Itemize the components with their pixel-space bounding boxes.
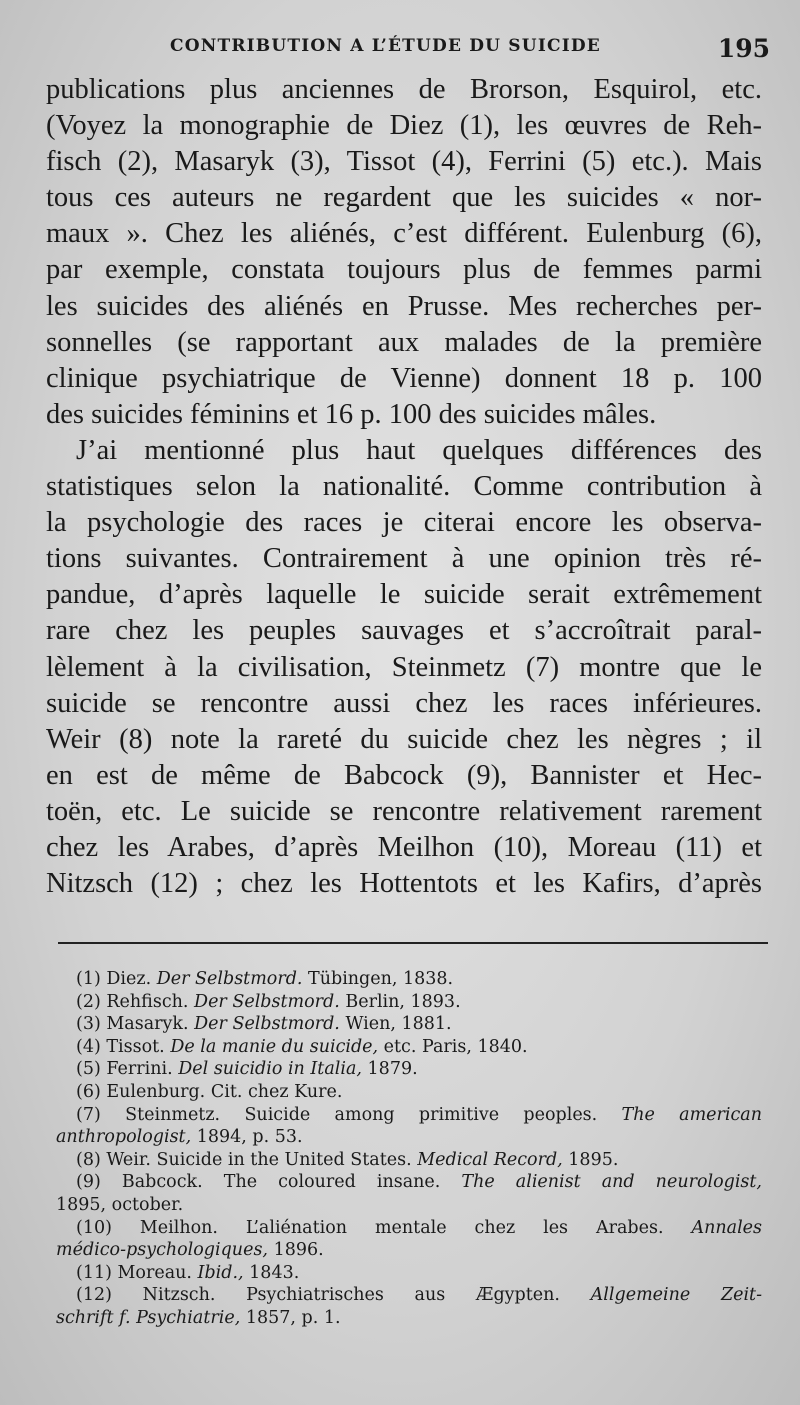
body-line: tous ces auteurs ne regardent que les suicides « nor- bbox=[46, 182, 762, 214]
body-line: pandue, d’après laquelle le suicide serait extrêmement bbox=[46, 579, 762, 611]
footnote-title: Ibid., bbox=[197, 1262, 244, 1283]
body-line: publications plus anciennes de Brorson, Esquirol, etc. bbox=[46, 74, 762, 105]
footnote-number: (1) bbox=[76, 969, 101, 989]
footnote-author: Babcock. bbox=[121, 1172, 203, 1193]
footnote-details: 1894, p. 53. bbox=[196, 1127, 303, 1148]
footnote-journal: anthropologist, bbox=[56, 1127, 192, 1148]
footnote-author: Meilhon. bbox=[139, 1217, 218, 1238]
body-line: (Voyez la monographie de Diez (1), les œuvres de Reh- bbox=[46, 110, 762, 142]
footnote-number: (2) bbox=[76, 991, 101, 1012]
footnote-details: 1896. bbox=[273, 1240, 324, 1261]
body-line: suicide se rencontre aussi chez les races inférieures. bbox=[46, 687, 762, 719]
page-number: 195 bbox=[717, 34, 770, 63]
footnote-number: (8) bbox=[76, 1149, 101, 1170]
footnote-journal: Allgemeine Zeit- bbox=[590, 1285, 762, 1306]
footnote-12-continued bbox=[56, 1307, 762, 1329]
footnote-number: (5) bbox=[76, 1059, 101, 1080]
footnote-details: L’aliénation mentale chez les Arabes. bbox=[245, 1217, 664, 1238]
footnote-details: Suicide among primitive peoples. bbox=[244, 1104, 598, 1125]
body-line: toën, etc. Le suicide se rencontre relativement rarement bbox=[46, 795, 762, 827]
footnote-journal: Medical Record, bbox=[417, 1149, 563, 1170]
body-line: en est de même de Babcock (9), Bannister et Hec- bbox=[46, 759, 762, 791]
body-line: tions suivantes. Contrairement à une opinion très ré- bbox=[46, 543, 762, 575]
footnote-author: Eulenburg. bbox=[106, 1081, 206, 1102]
footnote-details: 1895. bbox=[568, 1149, 619, 1170]
body-line: chez les Arabes, d’après Meilhon (10), Moreau (11) et bbox=[46, 831, 762, 863]
footnote-details: etc. Paris, 1840. bbox=[383, 1036, 528, 1057]
footnote-7 bbox=[56, 1104, 762, 1126]
footnote-number: (10) bbox=[76, 1217, 112, 1238]
footnote-journal: Annales bbox=[691, 1217, 762, 1238]
footnote-rule bbox=[58, 942, 768, 944]
footnote-7-continued bbox=[56, 1126, 762, 1148]
body-line: des suicides féminins et 16 p. 100 des suicides mâles. bbox=[46, 398, 657, 430]
footnote-details: 1857, p. 1. bbox=[245, 1307, 341, 1328]
body-line: J’ai mentionné plus haut quelques différences des bbox=[76, 434, 762, 466]
body-line: fisch (2), Masaryk (3), Tissot (4), Ferrini (5) etc.). Mais bbox=[46, 146, 762, 178]
footnote-number: (12) bbox=[76, 1285, 112, 1306]
footnote-title: Der Selbstmord. bbox=[194, 1014, 340, 1035]
footnote-number: (9) bbox=[76, 1172, 101, 1193]
footnote-title: Der Selbstmord. bbox=[156, 969, 303, 989]
footnote-number: (6) bbox=[76, 1081, 101, 1102]
footnote-number: (4) bbox=[76, 1036, 101, 1057]
footnote-title: Der Selbstmord. bbox=[194, 991, 340, 1012]
footnote-author: Steinmetz. bbox=[125, 1104, 221, 1125]
footnote-12 bbox=[56, 1284, 762, 1306]
footnote-9-continued bbox=[56, 1194, 762, 1216]
footnote-details: Suicide in the United States. bbox=[156, 1149, 412, 1170]
body-line: les suicides des aliénés en Prusse. Mes recherches per- bbox=[46, 290, 762, 322]
footnote-author: Rehfisch. bbox=[106, 991, 189, 1012]
footnote-details: Psychiatrisches aus bbox=[246, 1285, 446, 1306]
running-head bbox=[50, 34, 770, 70]
footnote-journal: The american bbox=[621, 1104, 762, 1125]
footnote-3 bbox=[56, 1013, 762, 1035]
footnote-1 bbox=[56, 968, 762, 990]
footnote-number: (11) bbox=[76, 1262, 112, 1283]
footnote-5 bbox=[56, 1058, 762, 1080]
footnote-details: Berlin, 1893. bbox=[345, 991, 461, 1012]
footnote-details: 1843. bbox=[249, 1262, 300, 1283]
footnote-journal: The alienist and neurologist, bbox=[461, 1172, 762, 1193]
footnote-9 bbox=[56, 1171, 762, 1193]
footnote-author: Moreau. bbox=[117, 1262, 192, 1283]
footnotes bbox=[56, 968, 762, 1330]
footnote-8 bbox=[56, 1149, 762, 1171]
footnote-author: Masaryk. bbox=[106, 1014, 189, 1035]
footnote-details: 1879. bbox=[367, 1059, 418, 1080]
footnote-details: Ægypten. bbox=[475, 1285, 560, 1306]
footnote-details: Cit. chez Kure. bbox=[210, 1081, 343, 1102]
footnote-4 bbox=[56, 1036, 762, 1058]
footnote-title: De la manie du suicide, bbox=[170, 1036, 379, 1057]
footnote-number: (7) bbox=[76, 1104, 101, 1125]
footnote-author: Weir. bbox=[106, 1149, 151, 1170]
body-line: maux ». Chez les aliénés, c’est différent. Eulenburg (6), bbox=[46, 218, 762, 250]
body-line: statistiques selon la nationalité. Comme contribution à bbox=[46, 471, 762, 503]
footnote-number: (3) bbox=[76, 1014, 101, 1035]
footnote-10 bbox=[56, 1217, 762, 1239]
footnote-10-continued bbox=[56, 1239, 762, 1261]
footnote-author: Ferrini. bbox=[106, 1059, 173, 1080]
running-title: CONTRIBUTION A L’ÉTUDE DU SUICIDE bbox=[170, 36, 601, 56]
footnote-2 bbox=[56, 991, 762, 1013]
body-line: Weir (8) note la rareté du suicide chez les nègres ; il bbox=[46, 723, 762, 755]
footnote-11 bbox=[56, 1262, 762, 1284]
footnote-author: Tissot. bbox=[106, 1036, 165, 1057]
body-line: par exemple, constata toujours plus de femmes parmi bbox=[46, 254, 762, 286]
footnote-author: Nitzsch. bbox=[142, 1285, 216, 1306]
footnote-title: Del suicidio in Italia, bbox=[178, 1059, 362, 1080]
footnote-details: Wien, 1881. bbox=[345, 1014, 452, 1035]
body-line: rare chez les peuples sauvages et s’accroîtrait paral- bbox=[46, 615, 762, 647]
body-line: clinique psychiatrique de Vienne) donnent 18 p. 100 bbox=[46, 362, 762, 394]
footnote-journal: médico-psychologiques, bbox=[56, 1240, 268, 1261]
body-line: lèlement à la civilisation, Steinmetz (7) montre que le bbox=[46, 651, 762, 683]
footnote-author: Diez. bbox=[106, 969, 152, 989]
body-line: la psychologie des races je citerai encore les observa- bbox=[46, 507, 762, 539]
footnote-details: 1895, october. bbox=[56, 1194, 184, 1215]
body-line: Nitzsch (12) ; chez les Hottentots et les Kafirs, d’après bbox=[46, 868, 762, 900]
footnote-details: The coloured insane. bbox=[223, 1172, 441, 1193]
footnote-details: Tübingen, 1838. bbox=[308, 969, 454, 989]
footnote-6 bbox=[56, 1081, 762, 1103]
body-line: sonnelles (se rapportant aux malades de la première bbox=[46, 326, 762, 358]
footnote-journal: schrift f. Psychiatrie, bbox=[56, 1307, 241, 1328]
body-text bbox=[46, 72, 762, 902]
